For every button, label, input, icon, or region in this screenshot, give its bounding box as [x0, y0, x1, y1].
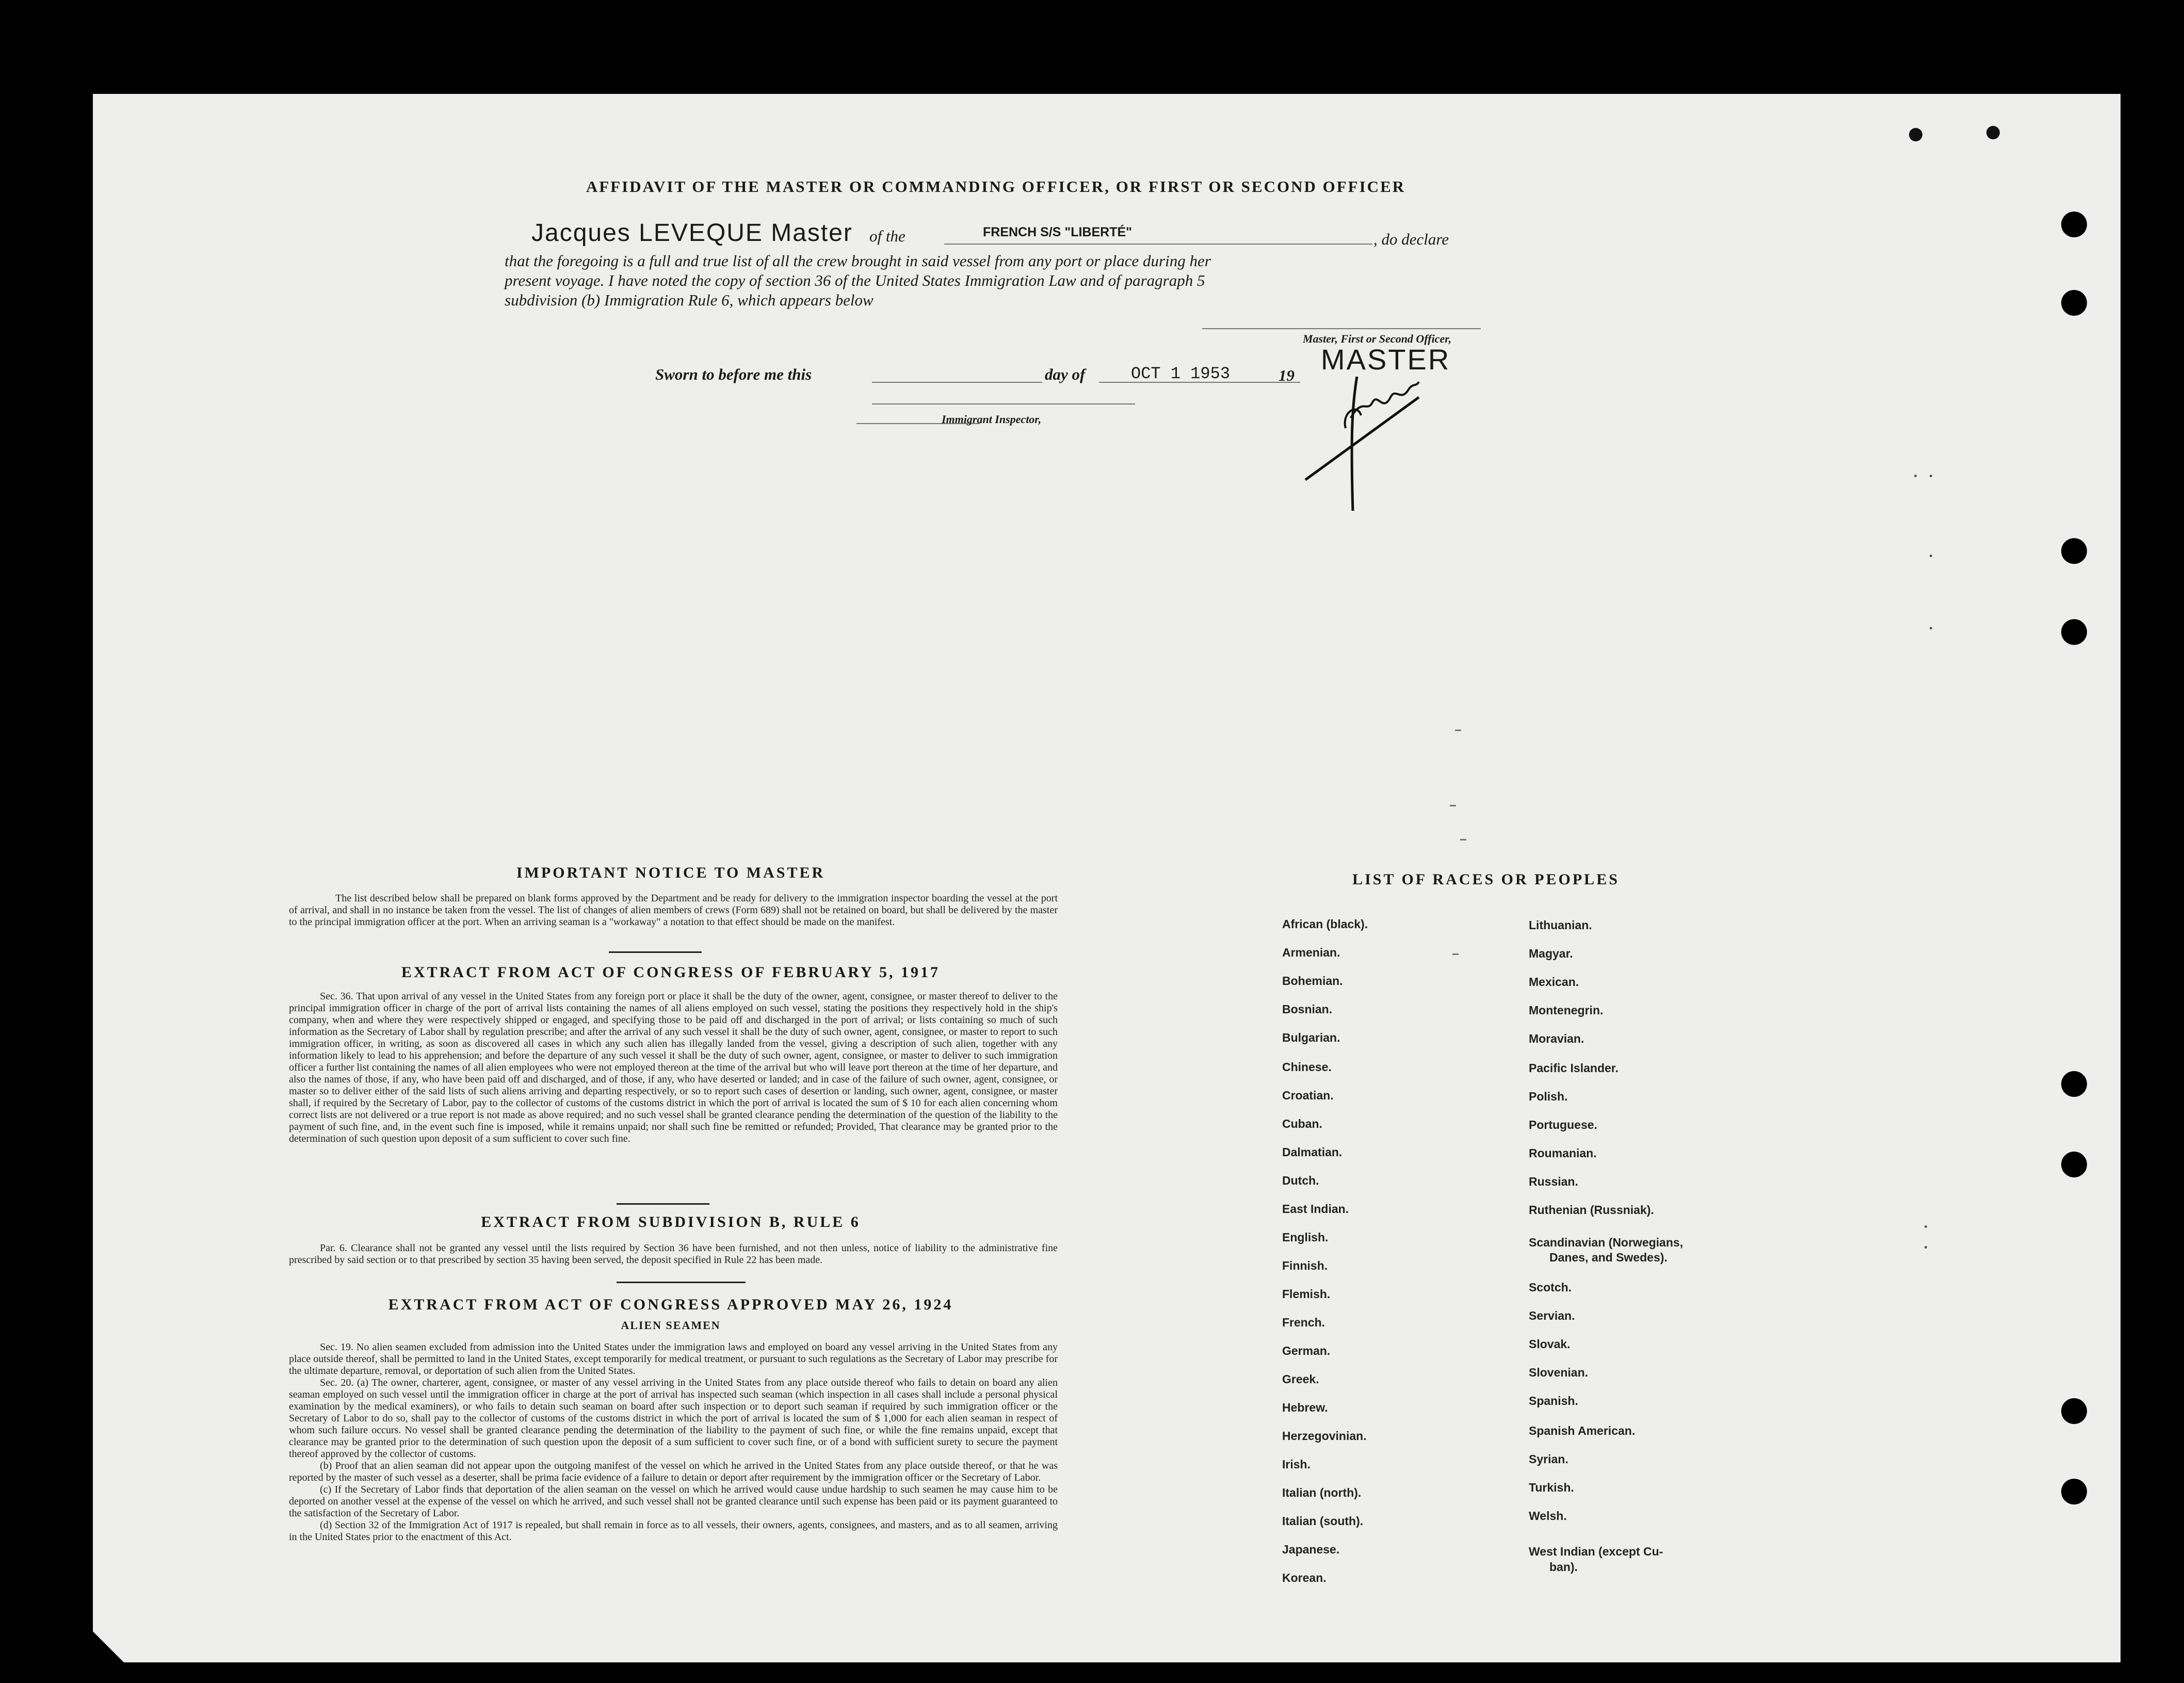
extract-1924-body — [289, 1341, 1058, 1543]
binder-hole — [2061, 212, 2087, 237]
race-item: Croatian. — [1282, 1089, 1334, 1102]
binder-hole — [2061, 619, 2087, 645]
extract-rule6-heading: EXTRACT FROM SUBDIVISION B, RULE 6 — [481, 1213, 861, 1231]
vessel-name: FRENCH S/S "LIBERTÉ" — [983, 225, 1133, 239]
sec-20c: (c) If the Secretary of Labor finds that deportation of the alien seaman on the vessel on which he arrived would cause undue hardship to such seamen he may cause him to be deported on another vessel at the expense of the vessel on which he arrived, and such vessel shall not be granted clearance until such expense has been paid or its payment guaranteed to the satisfaction of the Secretary of Labor. — [289, 1484, 1058, 1519]
scan-mark — [1930, 475, 1932, 477]
inspector-caption: Immigrant Inspector, — [942, 413, 1042, 426]
race-item: Turkish. — [1529, 1481, 1574, 1494]
race-item: East Indian. — [1282, 1202, 1349, 1216]
master-signature — [1290, 366, 1455, 521]
race-item: Scandinavian (Norwegians, — [1529, 1236, 1684, 1249]
of-the-label: of the — [869, 227, 905, 245]
vessel-line — [944, 244, 1372, 245]
race-item: Roumanian. — [1529, 1146, 1597, 1160]
binder-hole — [2061, 1398, 2087, 1424]
binder-hole — [2061, 538, 2087, 564]
race-item: Armenian. — [1282, 946, 1340, 959]
race-item: Italian (south). — [1282, 1514, 1364, 1528]
race-item: Ruthenian (Russniak). — [1529, 1203, 1654, 1217]
binder-hole — [2061, 1071, 2087, 1097]
sec-20d: (d) Section 32 of the Immigration Act of 1917 is repealed, but shall remain in force as to all vessels, their owners, agents, consignees, and masters, and as to all seamen, arriving in the United States prior to the enactment of this Act. — [289, 1519, 1058, 1543]
race-item: Russian. — [1529, 1175, 1578, 1188]
race-item: Italian (north). — [1282, 1486, 1362, 1499]
scan-mark — [1452, 953, 1459, 955]
race-item: German. — [1282, 1344, 1331, 1357]
alien-seamen-subheading: ALIEN SEAMEN — [621, 1319, 721, 1332]
notice-body: The list described below shall be prepared on blank forms approved by the Department and be ready for delivery to the immigration inspector boarding the vessel at the port of arrival, and shall in no instance be taken from the vessel. The list of changes of alien members of crews (Form 689) shall not be retained on board, but shall be delivered by the master to the principal immigration officer at the port. When an arriving seaman is a "workaway" a notation to that effect should be made on the manifest. — [289, 893, 1058, 928]
race-item: Dalmatian. — [1282, 1145, 1342, 1159]
officer-stamp: MASTER — [1321, 343, 1451, 376]
race-item: Pacific Islander. — [1529, 1061, 1619, 1075]
binder-hole — [1909, 128, 1922, 141]
race-item: African (black). — [1282, 917, 1368, 931]
scan-mark — [1914, 475, 1917, 477]
notice-heading: IMPORTANT NOTICE TO MASTER — [516, 864, 826, 881]
sec-19: Sec. 19. No alien seamen excluded from admission into the United States under the immigration laws and employed on board any vessel arriving in the United States from any place outside thereof, shall be permitted to land in the United States, except temporarily for medical treatment, or pursuant to such regulations as the Secretary of Labor may prescribe for the ultimate departure, removal, or deportation of such alien from the United States. — [289, 1341, 1058, 1377]
race-item: French. — [1282, 1316, 1325, 1329]
race-item: Polish. — [1529, 1090, 1568, 1103]
binder-hole — [2061, 1479, 2087, 1504]
scan-mark — [1450, 805, 1456, 806]
race-item: Flemish. — [1282, 1287, 1331, 1301]
master-name: Jacques LEVEQUE Master — [531, 219, 853, 247]
binder-hole — [1986, 126, 2000, 139]
race-item-continuation: Danes, and Swedes). — [1549, 1251, 1668, 1264]
race-item: English. — [1282, 1231, 1329, 1244]
scan-mark — [1930, 555, 1932, 557]
day-of-label: day of — [1045, 365, 1086, 383]
declaration-line-3: subdivision (b) Immigration Rule 6, which appears below — [505, 291, 873, 309]
extract-1924-heading: EXTRACT FROM ACT OF CONGRESS APPROVED MAY 26, 1924 — [388, 1296, 953, 1313]
divider — [609, 951, 702, 953]
race-item: Scotch. — [1529, 1281, 1572, 1294]
extract-1917-body: Sec. 36. That upon arrival of any vessel in the United States from any foreign port or place it shall be the duty of the owner, agent, consignee, or master thereof to deliver to the principal immigration officer in charge of the port of arrival lists containing the names of all aliens employed on such vessel, stating the positions they respectively hold in the ship's company, when and where they were respectively shipped or engaged, and specifying those to be paid off and discharged in the port of arrival; or lists containing so much of such information as the Secretary of Labor shall by regulation prescribe; and after the arrival of any such vessel it shall be the duty of such owner, agent, consignee, or master to report to such immigration officer, in writing, as soon as discovered all cases in which any such alien has illegally landed from the vessel, giving a description of such alien, together with any information likely to lead to his apprehension; and before the departure of any such vessel it shall be the duty of such owner, agent, consignee, or master to deliver to such immigration officer a further list containing the names of all alien employees who were not employed thereon at the time of the arrival but who will leave port thereon at the time of her departure, and also the names of those, if any, who have been paid off and discharged, and of those, if any, who have deserted or landed; and in case of the failure of such owner, agent, consignee, or master so to deliver either of the said lists of such aliens arriving and departing respectively, or so to report such cases of desertion or landing, such owner, agent, consignee, or master shall, if required by the Secretary of Labor, pay to the collector of customs of the customs district in which the port of arrival is located the sum of $ 10 for each alien concerning whom correct lists are not delivered or a true report is not made as above required; and no such vessel shall be granted clearance pending the determination of the question of the liability to the payment of such fine, and, in the event such fine is imposed, while it remains unpaid; nor shall such fine be remitted or refunded; Provided, That clearance may be granted prior to the determination of such question upon deposit of a sum sufficient to cover such fine. — [289, 991, 1058, 1144]
race-item: Moravian. — [1529, 1032, 1584, 1045]
declaration-line-1: that the foregoing is a full and true list of all the crew brought in said vessel from any port or place during her — [505, 252, 1211, 270]
race-item: Mexican. — [1529, 975, 1579, 989]
extract-rule6-body: Par. 6. Clearance shall not be granted any vessel until the lists required by Section 36 have been furnished, and not then unless, notice of liability to the administrative fine prescribed by said section or to that prescribed by section 35 having been served, the deposit specified in Rule 22 has been made. — [289, 1242, 1058, 1266]
inspector-line-top — [872, 403, 1135, 404]
race-item: Cuban. — [1282, 1117, 1322, 1130]
race-item: Montenegrin. — [1529, 1004, 1604, 1017]
sworn-month-line — [1099, 382, 1300, 383]
race-item: Irish. — [1282, 1458, 1311, 1471]
scan-mark — [1924, 1225, 1927, 1228]
race-item: Slovak. — [1529, 1337, 1571, 1351]
year-prefix: 19 — [1279, 366, 1295, 384]
divider — [617, 1203, 709, 1205]
scan-mark — [1460, 839, 1466, 840]
race-item: Japanese. — [1282, 1543, 1340, 1556]
race-item-continuation: ban). — [1549, 1560, 1578, 1574]
race-item: Chinese. — [1282, 1060, 1332, 1074]
race-item: Bosnian. — [1282, 1002, 1333, 1016]
divider — [617, 1282, 746, 1283]
scan-mark — [1455, 730, 1461, 731]
declaration-line-2: present voyage. I have noted the copy of section 36 of the United States Immigration Law and of paragraph 5 — [505, 271, 1205, 289]
race-item: Dutch. — [1282, 1174, 1319, 1187]
race-item: Syrian. — [1529, 1452, 1568, 1466]
binder-hole — [2061, 1152, 2087, 1177]
scan-mark — [1930, 627, 1932, 629]
race-item: West Indian (except Cu- — [1529, 1545, 1663, 1558]
race-item: Finnish. — [1282, 1259, 1328, 1272]
race-item: Herzegovinian. — [1282, 1429, 1367, 1443]
race-item: Greek. — [1282, 1372, 1319, 1386]
race-item: Portuguese. — [1529, 1118, 1597, 1131]
race-item: Bohemian. — [1282, 974, 1343, 988]
race-item: Hebrew. — [1282, 1401, 1328, 1414]
sec-20b: (b) Proof that an alien seaman did not appear upon the outgoing manifest of the vessel on which he arrived in the United States from any place outside thereof, or that he was reported by the master of such vessel as a deserter, shall be prima facie evidence of a failure to detain or deport after requirement by the immigration officer or the Secretary of Labor. — [289, 1460, 1058, 1483]
extract-1917-heading: EXTRACT FROM ACT OF CONGRESS OF FEBRUARY 5, 1917 — [401, 964, 941, 981]
scan-mark — [1924, 1246, 1927, 1249]
race-item: Spanish. — [1529, 1394, 1578, 1407]
race-item: Bulgarian. — [1282, 1031, 1340, 1044]
race-item: Lithuanian. — [1529, 918, 1592, 932]
race-item: Welsh. — [1529, 1509, 1567, 1523]
race-item: Servian. — [1529, 1309, 1575, 1322]
sworn-date: OCT 1 1953 — [1131, 364, 1231, 383]
race-item: Korean. — [1282, 1571, 1326, 1584]
binder-hole — [2061, 290, 2087, 316]
officer-signature-line — [1202, 328, 1481, 329]
race-item: Magyar. — [1529, 947, 1573, 960]
sworn-label: Sworn to before me this — [655, 365, 812, 383]
affidavit-title: AFFIDAVIT OF THE MASTER OR COMMANDING OFFICER, OR FIRST OR SECOND OFFICER — [586, 177, 1406, 196]
race-item: Slovenian. — [1529, 1366, 1589, 1379]
race-item: Spanish American. — [1529, 1424, 1636, 1437]
officer-caption: Master, First or Second Officer, — [1303, 332, 1452, 345]
declare-label: , do declare — [1373, 230, 1449, 248]
races-heading: LIST OF RACES OR PEOPLES — [1352, 871, 1620, 888]
sec-20: Sec. 20. (a) The owner, charterer, agent, consignee, or master of any vessel arriving in the United States from any place outside thereof who fails to detain on board any alien seaman employed on such vessel until the immigration officer in charge at the port of arrival has inspected such seaman (which inspection in all cases shall include a personal physical examination by the medical examiners), or who fails to detain such seaman on board after such inspection or to deport such seaman if required by such immigration officer or the Secretary of Labor to do so, shall pay to the collector of customs of the customs district in which the port of arrival is located the sum of $ 1,000 for each alien seaman in respect of whom such failure occurs. No vessel shall be granted clearance pending the determination of the liability to the payment of such fine, or while the fine remains unpaid, except that clearance may be granted prior to the determination of such question upon the deposit of a sum sufficient to cover such fine, or of a bond with sufficient surety to secure the payment thereof approved by the collector of customs. — [289, 1377, 1058, 1460]
sworn-day-line — [872, 382, 1042, 383]
